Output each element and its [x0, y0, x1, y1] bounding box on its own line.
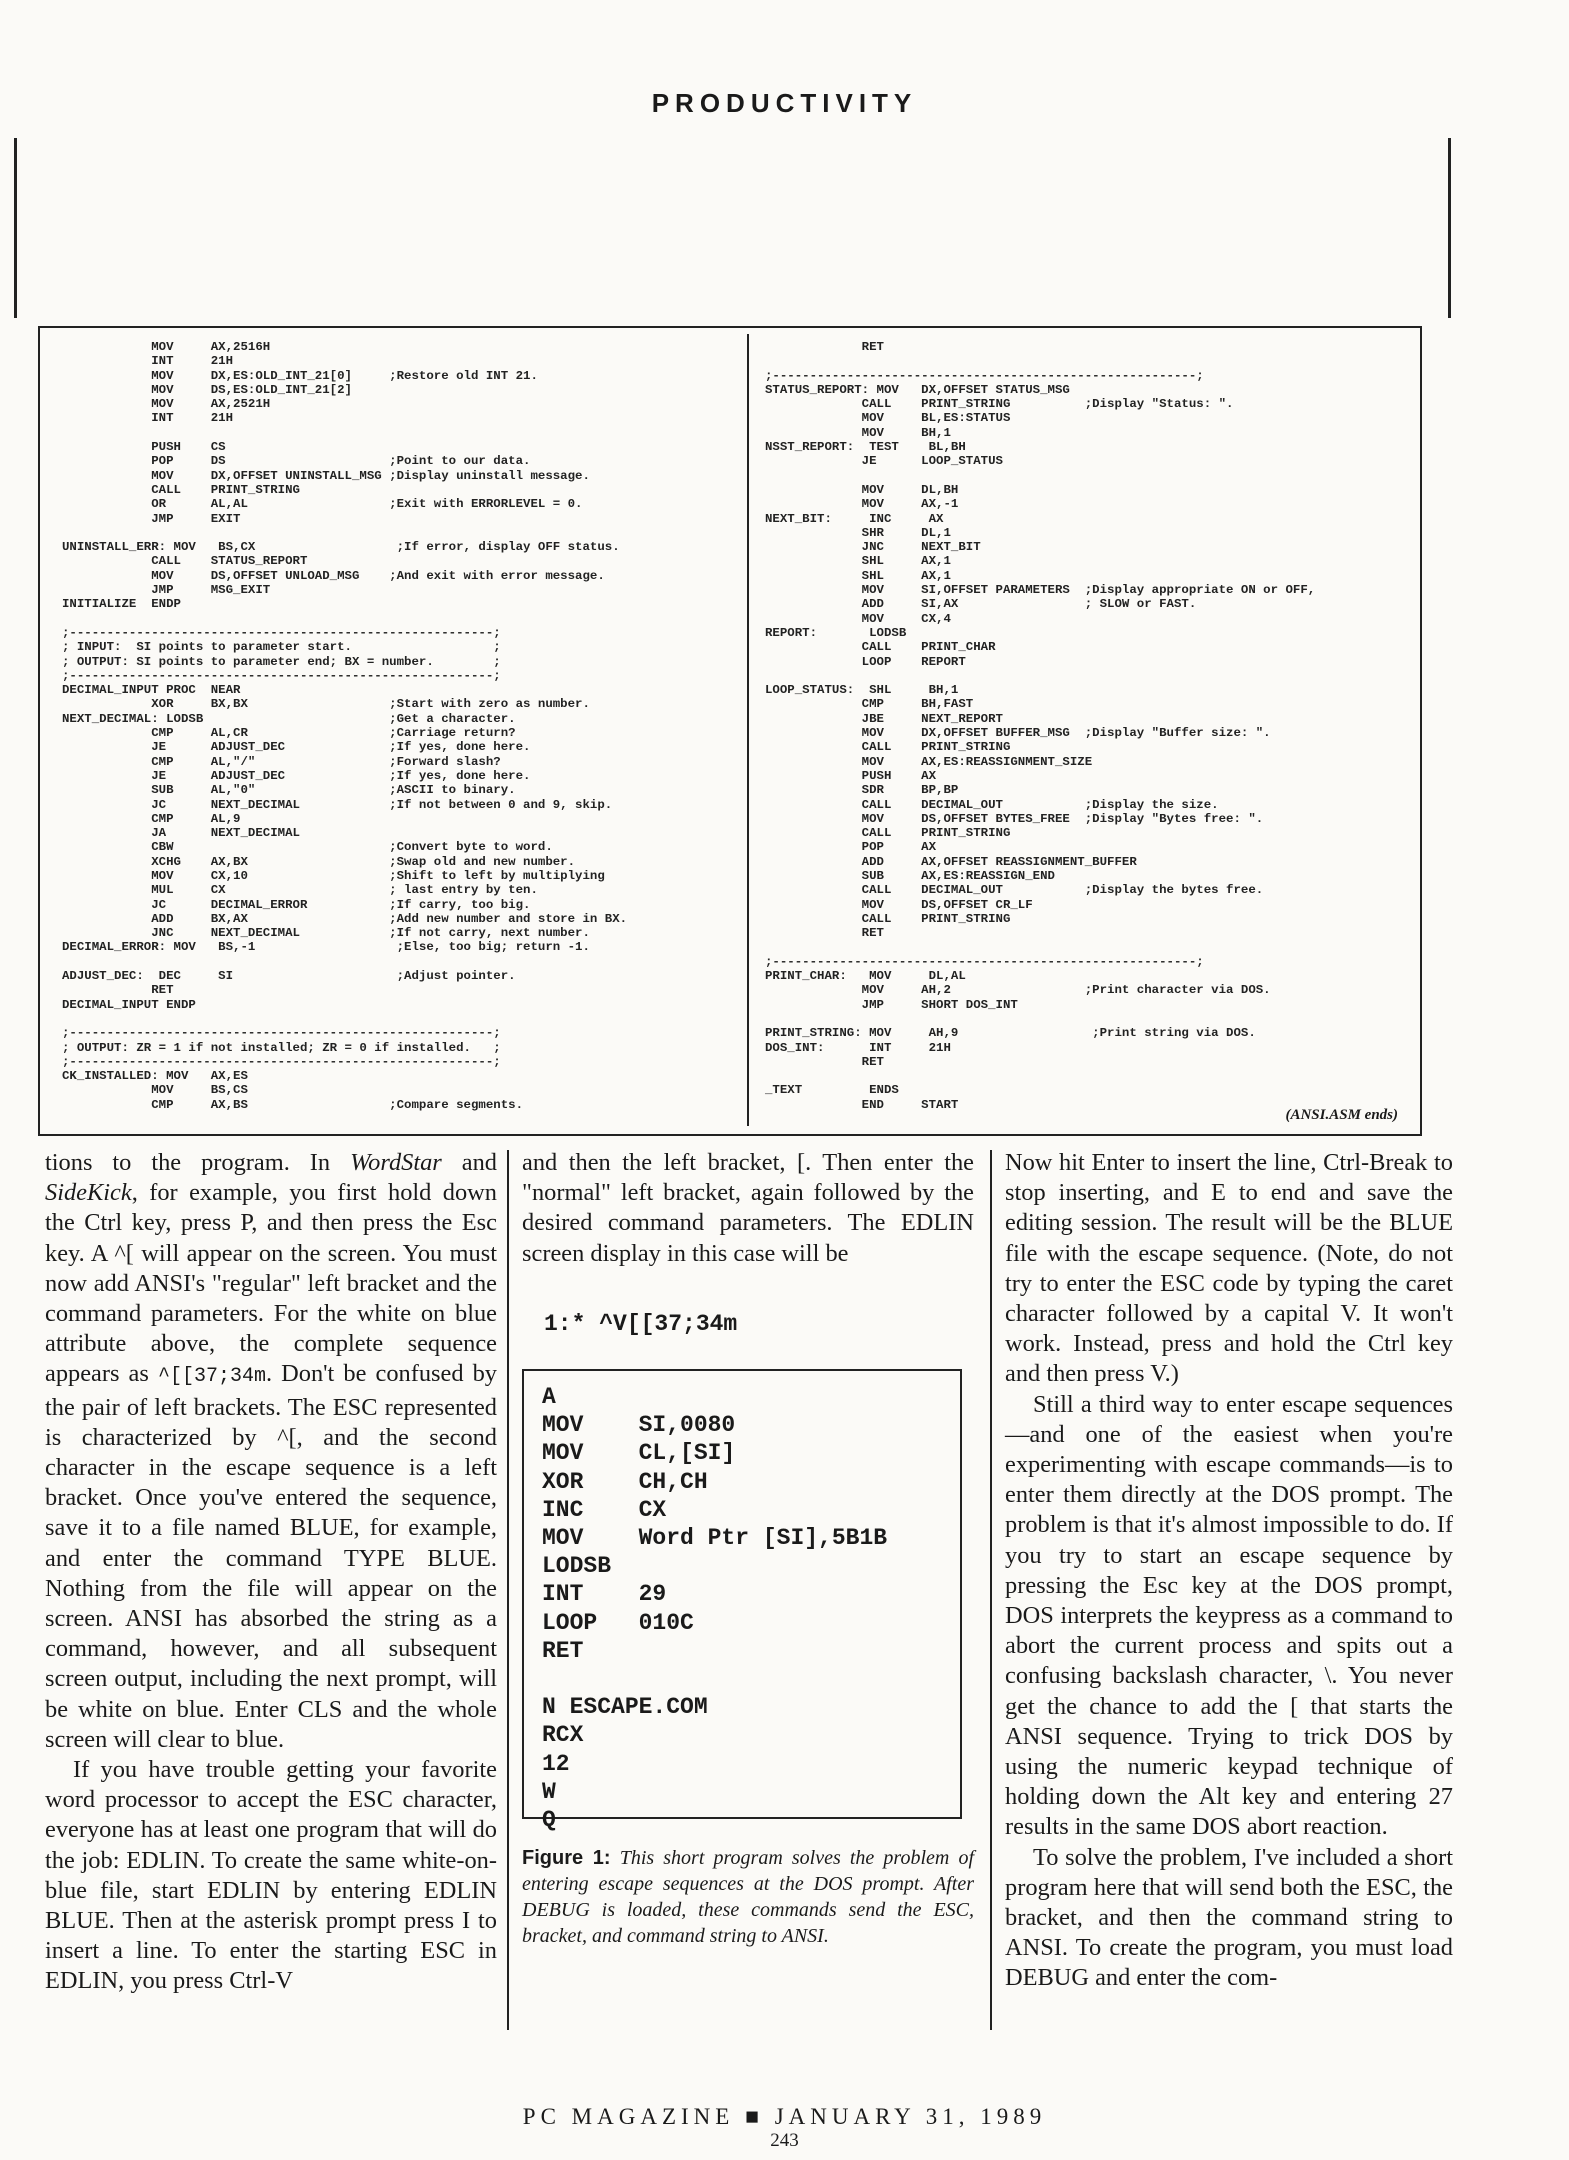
right-margin-rule [1448, 138, 1451, 318]
code-line: LOOP_STATUS: SHL BH,1 [765, 683, 959, 698]
code-line: ; INPUT: SI points to parameter start. ; [62, 640, 501, 655]
code-line: MOV BS,CS [62, 1083, 248, 1098]
code-line [765, 669, 1315, 683]
edlin-display-line: 1:* ^V[[37;34m [544, 1310, 738, 1337]
code-line: MOV DX,ES:OLD_INT_21[0] ;Restore old INT 21. [62, 368, 538, 383]
code-line [62, 612, 627, 626]
code-line: DOS_INT: INT 21H [765, 1040, 951, 1055]
code-line [542, 1665, 942, 1693]
code-line: MOV SI,OFFSET PARAMETERS ;Display appropriate ON or OFF, [765, 583, 1316, 598]
code-line: CBW ;Convert byte to word. [62, 840, 553, 855]
code-line: MOV CX,4 [765, 611, 951, 626]
code-line: LODSB [542, 1553, 612, 1580]
code-line: MOV AX,ES:REASSIGNMENT_SIZE [765, 754, 1093, 769]
code-line: JNC NEXT_DECIMAL ;If not carry, next number. [62, 926, 590, 941]
code-line [765, 1012, 1315, 1026]
code-line [62, 955, 627, 969]
code-line: DECIMAL_INPUT PROC NEAR [62, 683, 241, 698]
code-line: NEXT_BIT: INC AX [765, 511, 944, 526]
column-rule-2 [990, 1150, 992, 2030]
code-line: CMP AL,9 [62, 811, 241, 826]
section-header: PRODUCTIVITY [651, 88, 918, 118]
code-line: INT 21H [62, 354, 234, 369]
code-line: SUB AX,ES:REASSIGN_END [765, 868, 1055, 883]
code-line: JNC NEXT_BIT [765, 540, 981, 555]
code-line [62, 526, 627, 540]
code-line: ;---------------------------------------------------------; [765, 954, 1204, 969]
code-line: RCX [542, 1722, 584, 1749]
code-line: INT 29 [542, 1581, 667, 1608]
code-line: ; OUTPUT: ZR = 1 if not installed; ZR = 0 if installed. ; [62, 1040, 501, 1055]
code-line: RET [765, 340, 884, 354]
paragraph: tions to the program. In WordStar and SideKick, for example, you first hold down the Ctrl key, press P, and then press the Esc key. A ^[ will appear on the screen. You must now add ANSI's "regular" left bracket and the command parameters. For the white on blue attribute above, the complete sequence appears as ^[[37;34m. Don't be confused by the pair of left brackets. The ESC represented is characterized by ^[, and the second character in the escape sequence is a left bracket. Once you've entered the sequence, save it to a file named BLUE, for example, and enter the command TYPE BLUE. Nothing from the file will appear on the screen. ANSI has absorbed the string as a command, however, and all subsequent screen output, including the next prompt, will be white on blue. Enter CLS and the whole screen will clear to blue. [45, 1149, 498, 1753]
code-line: _TEXT ENDS [765, 1083, 899, 1098]
code-line: ADD BX,AX ;Add new number and store in BX. [62, 911, 628, 926]
code-line: JE ADJUST_DEC ;If yes, done here. [62, 768, 531, 783]
code-line: NEXT_DECIMAL: LODSB ;Get a character. [62, 711, 516, 726]
paragraph: To solve the problem, I've included a short program here that will send both the ESC, the bracket, and then the command string to ANSI. To create the program, you must load DEBUG and enter the com- [1005, 1843, 1453, 1992]
listing-end-note: (ANSI.ASM ends) [1285, 1107, 1398, 1123]
code-line: W [542, 1778, 556, 1805]
article-column-3 [1005, 1148, 1453, 1994]
code-line: RET [765, 1054, 884, 1069]
code-line: A [542, 1384, 556, 1411]
code-line: DECIMAL_ERROR: MOV BS,-1 ;Else, too big; return -1. [62, 940, 590, 955]
code-line: END START [765, 1097, 959, 1112]
code-line: JC NEXT_DECIMAL ;If not between 0 and 9, skip. [62, 797, 613, 812]
code-line: MOV DX,OFFSET UNINSTALL_MSG ;Display uninstall message. [62, 468, 590, 483]
code-line: PRINT_CHAR: MOV DL,AL [765, 969, 966, 984]
code-line: REPORT: LODSB [765, 625, 907, 640]
code-line: ;---------------------------------------------------------; [62, 1026, 501, 1041]
code-line: MOV Word Ptr [SI],5B1B [542, 1525, 888, 1552]
code-line: CALL PRINT_CHAR [765, 640, 996, 655]
page-number: 243 [770, 2130, 799, 2151]
code-line: CALL PRINT_STRING [62, 482, 300, 497]
code-line: XCHG AX,BX ;Swap old and new number. [62, 854, 576, 869]
code-line: ;---------------------------------------------------------; [765, 368, 1204, 383]
code-line [765, 354, 1315, 368]
article-column-2 [522, 1148, 974, 1949]
code-line: LOOP REPORT [765, 654, 966, 669]
code-line: 12 [542, 1750, 570, 1777]
code-line: N ESCAPE.COM [542, 1694, 708, 1721]
code-line: ADJUST_DEC: DEC SI ;Adjust pointer. [62, 969, 516, 984]
code-line: MOV SI,0080 [542, 1412, 736, 1439]
code-line: PUSH AX [765, 768, 937, 783]
code-line: OR AL,AL ;Exit with ERRORLEVEL = 0. [62, 497, 583, 512]
code-line: JA NEXT_DECIMAL [62, 826, 300, 841]
code-line: XOR CH,CH [542, 1468, 708, 1495]
code-line: ADD AX,OFFSET REASSIGNMENT_BUFFER [765, 854, 1137, 869]
code-line: RET [542, 1637, 584, 1664]
code-line: INC CX [542, 1496, 667, 1523]
code-line: MOV CX,10 ;Shift to left by multiplying [62, 868, 605, 883]
code-line: MOV AX,2521H [62, 397, 271, 412]
code-line: INITIALIZE ENDP [62, 597, 181, 612]
code-line [765, 1069, 1315, 1083]
code-line: SHL AX,1 [765, 568, 951, 583]
code-line: MOV AX,-1 [765, 497, 959, 512]
code-line: CALL PRINT_STRING [765, 826, 1011, 841]
escape-sequence-code: ^[[37;34m [157, 1365, 266, 1389]
left-margin-rule [14, 138, 17, 318]
code-line: MOV DS,ES:OLD_INT_21[2] [62, 382, 352, 397]
code-line [62, 1012, 627, 1026]
listing-left-column [62, 340, 627, 1112]
figure-1-caption: Figure 1: This short program solves the problem of entering escape sequences at the DOS prompt. After DEBUG is loaded, these commands send the ESC, bracket, and command string to ANSI. [522, 1847, 975, 1948]
code-line: POP DS ;Point to our data. [62, 454, 531, 469]
code-listing-box [38, 326, 1422, 1136]
code-line: MOV DL,BH [765, 482, 959, 497]
code-line: MOV DS,OFFSET BYTES_FREE ;Display "Bytes free: ". [765, 811, 1264, 826]
code-line: CALL STATUS_REPORT [62, 554, 308, 569]
code-line: JE LOOP_STATUS [765, 454, 1003, 469]
code-line: CMP BH,FAST [765, 697, 974, 712]
code-line: JMP SHORT DOS_INT [765, 997, 1018, 1012]
code-line: MOV DS,OFFSET CR_LF [765, 897, 1033, 912]
code-line [765, 469, 1315, 483]
code-line: CMP AL,"/" ;Forward slash? [62, 754, 501, 769]
code-line: PUSH CS [62, 440, 226, 455]
code-line: STATUS_REPORT: MOV DX,OFFSET STATUS_MSG [765, 382, 1070, 397]
code-line: RET [765, 926, 884, 941]
code-line: CMP AX,BS ;Compare segments. [62, 1097, 524, 1112]
page-footer: PC MAGAZINE ■ JANUARY 31, 1989 [522, 2104, 1047, 2129]
code-line: MOV DS,OFFSET UNLOAD_MSG ;And exit with error message. [62, 568, 605, 583]
code-line [765, 940, 1315, 954]
code-line: JMP EXIT [62, 511, 241, 526]
code-line: MUL CX ; last entry by ten. [62, 883, 538, 898]
code-line: CALL PRINT_STRING [765, 911, 1011, 926]
sidekick-title: SideKick [45, 1179, 132, 1207]
paragraph: If you have trouble getting your favorite word processor to accept the ESC character, everyone has at least one program that will do the job: EDLIN. To create the same white-on-blue file, start EDLIN by entering EDLIN BLUE. Then at the asterisk prompt press I to insert a line. To enter the starting ESC in EDLIN, you press Ctrl-V [45, 1756, 497, 1995]
code-line: PRINT_STRING: MOV AH,9 ;Print string via DOS. [765, 1026, 1256, 1041]
code-line: LOOP 010C [542, 1609, 694, 1636]
code-line: SHR DL,1 [765, 525, 951, 540]
code-line: POP AX [765, 840, 937, 855]
code-line: MOV DX,OFFSET BUFFER_MSG ;Display "Buffer size: ". [765, 726, 1271, 741]
wordstar-title: WordStar [350, 1149, 442, 1176]
code-line: CMP AL,CR ;Carriage return? [62, 726, 516, 741]
code-line: CK_INSTALLED: MOV AX,ES [62, 1069, 248, 1084]
code-line: MOV BL,ES:STATUS [765, 411, 1011, 426]
paragraph: and then the left bracket, [. Then enter the "normal" left bracket, again followed by the desired command parameters. The EDLIN screen display in this case will be [522, 1149, 974, 1267]
code-line: SUB AL,"0" ;ASCII to binary. [62, 783, 516, 798]
code-line: RET [62, 983, 174, 998]
code-line: JMP MSG_EXIT [62, 583, 271, 598]
paragraph: Now hit Enter to insert the line, Ctrl-Break to stop inserting, and E to end and save the editing session. The result will be the BLUE file with the escape sequence. (Note, do not try to enter the ESC code by typing the caret character followed by a capital V. It won't work. Instead, press and hold the Ctrl key and then press V.) [1005, 1149, 1453, 1388]
code-line: CALL DECIMAL_OUT ;Display the size. [765, 797, 1219, 812]
code-line: ;---------------------------------------------------------; [62, 1054, 501, 1069]
listing-right-column [765, 340, 1315, 1112]
figure-1-box [522, 1369, 962, 1834]
article-column-1 [45, 1148, 497, 1997]
code-line: ;---------------------------------------------------------; [62, 625, 501, 640]
code-line: JC DECIMAL_ERROR ;If carry, too big. [62, 897, 531, 912]
code-line: NSST_REPORT: TEST BL,BH [765, 440, 966, 455]
code-line: MOV CL,[SI] [542, 1440, 736, 1467]
code-line: Q [542, 1807, 556, 1834]
code-line [62, 426, 627, 440]
code-line: CALL PRINT_STRING [765, 740, 1011, 755]
code-line: UNINSTALL_ERR: MOV BS,CX ;If error, display OFF status. [62, 540, 620, 555]
code-line: ADD SI,AX ; SLOW or FAST. [765, 597, 1197, 612]
code-line: MOV AX,2516H [62, 340, 271, 354]
code-line: XOR BX,BX ;Start with zero as number. [62, 697, 590, 712]
code-line: ;---------------------------------------------------------; [62, 668, 501, 683]
paragraph: Still a third way to enter escape sequences—and one of the easiest when you're experimenting with escape commands—is to enter them directly at the DOS prompt. The problem is that it's almost impossible to do. If you try to start an escape sequence by pressing the Esc key at the DOS prompt, DOS interprets the keypress as a command to abort the current process and spits out a confusing backslash character, \. You never get the chance to add the [ that starts the ANSI sequence. Trying to trick DOS by using the numeric keypad technique of holding down the Alt key and entering 27 results in the same DOS abort reaction. [1005, 1390, 1453, 1841]
listing-column-divider [747, 334, 749, 1126]
code-line: MOV AH,2 ;Print character via DOS. [765, 983, 1271, 998]
code-line: CALL DECIMAL_OUT ;Display the bytes free. [765, 883, 1264, 898]
code-line: SDR BP,BP [765, 783, 959, 798]
code-line: INT 21H [62, 411, 234, 426]
code-line: CALL PRINT_STRING ;Display "Status: ". [765, 397, 1234, 412]
code-line: MOV BH,1 [765, 425, 951, 440]
code-line: DECIMAL_INPUT ENDP [62, 997, 196, 1012]
column-rule-1 [507, 1150, 509, 2030]
code-line: JE ADJUST_DEC ;If yes, done here. [62, 740, 531, 755]
code-line: ; OUTPUT: SI points to parameter end; BX = number. ; [62, 654, 501, 669]
code-line: SHL AX,1 [765, 554, 951, 569]
code-line: JBE NEXT_REPORT [765, 711, 1003, 726]
